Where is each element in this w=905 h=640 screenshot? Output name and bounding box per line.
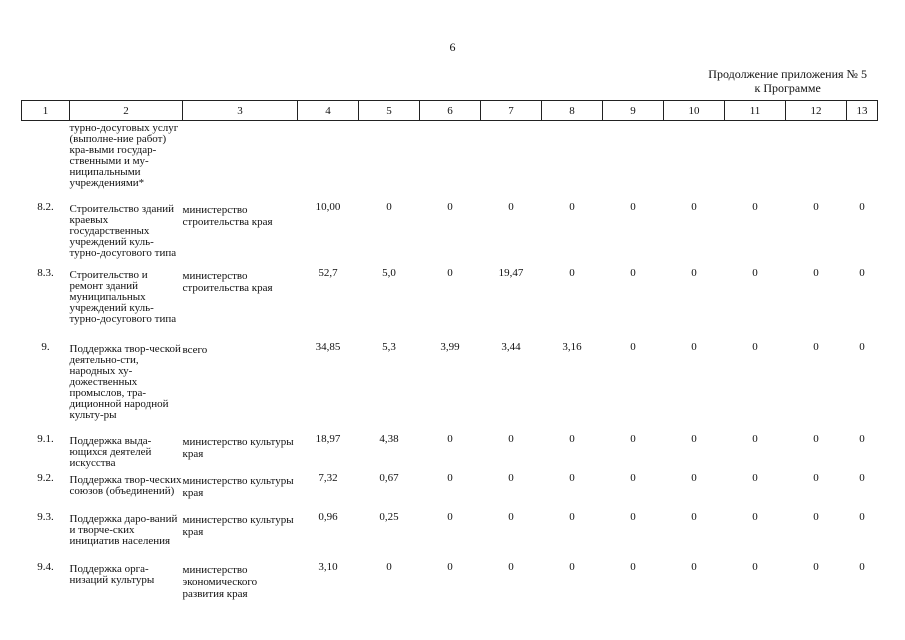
column-header: 13: [847, 101, 878, 121]
appendix-caption: [708, 67, 867, 95]
value-cell: 0: [813, 471, 819, 484]
table-header-row: [22, 101, 878, 121]
value-cell: 0: [569, 266, 575, 279]
value-cell: 0: [752, 510, 758, 523]
executor-cell: министерство культуры края: [182, 435, 294, 460]
activity-name-cell: Поддержка даро-ваний и творче-ских инициатив населения: [69, 512, 178, 547]
column-header: 4: [298, 101, 359, 121]
value-cell: 0: [630, 510, 636, 523]
appendix-line-1: Продолжение приложения № 5: [708, 67, 867, 81]
column-header: 2: [70, 101, 183, 121]
executor-cell: министерство культуры края: [182, 513, 294, 538]
value-cell: 0: [691, 200, 697, 213]
table-row: [22, 121, 878, 201]
column-header: 9: [603, 101, 664, 121]
activity-name-cell: Строительство зданий краевых государственных учреждений куль-турно-досугового типа: [69, 202, 177, 259]
value-cell: 0: [813, 560, 819, 573]
executor-cell: [183, 121, 298, 201]
value-cell: [786, 121, 847, 201]
value-cell: 0,96: [318, 510, 338, 523]
column-header: 3: [183, 101, 298, 121]
value-cell: [603, 121, 664, 201]
value-cell: 0: [630, 266, 636, 279]
table-row: [22, 511, 878, 561]
value-cell: 0: [752, 340, 758, 353]
value-cell: 0: [569, 471, 575, 484]
value-cell: 0: [569, 510, 575, 523]
value-cell: 0: [752, 560, 758, 573]
value-cell: 0: [813, 432, 819, 445]
value-cell: 0: [447, 560, 453, 573]
value-cell: 34,85: [315, 340, 341, 353]
value-cell: 0: [859, 340, 865, 353]
value-cell: 0: [630, 432, 636, 445]
row-number-cell: 9.1.: [37, 432, 54, 445]
value-cell: 0: [386, 200, 392, 213]
value-cell: 18,97: [315, 432, 341, 445]
value-cell: 52,7: [318, 266, 338, 279]
value-cell: 0: [508, 471, 514, 484]
value-cell: 0: [508, 200, 514, 213]
column-header: 5: [359, 101, 420, 121]
activity-name-cell: Поддержка твор-ческих союзов (объединений): [69, 473, 182, 497]
value-cell: 0: [813, 340, 819, 353]
value-cell: 0: [752, 266, 758, 279]
value-cell: 0: [859, 266, 865, 279]
value-cell: 3,10: [318, 560, 338, 573]
value-cell: 0: [630, 340, 636, 353]
value-cell: 0: [691, 510, 697, 523]
executor-cell: министерство культуры края: [182, 474, 294, 499]
value-cell: 0: [813, 200, 819, 213]
value-cell: 0: [813, 266, 819, 279]
appendix-line-2: к Программе: [754, 81, 821, 95]
value-cell: 0: [630, 200, 636, 213]
executor-cell: министерство экономического развития края: [182, 563, 258, 600]
value-cell: 0: [569, 432, 575, 445]
activity-name-cell: турно-досуговых услуг (выполне-ние работ) кра-выми государ-ственными и му-ниципальными учреждениями*: [69, 122, 179, 189]
column-header: 7: [481, 101, 542, 121]
row-number-cell: 9.2.: [37, 471, 54, 484]
column-header: 1: [22, 101, 70, 121]
executor-cell: всего: [182, 343, 208, 356]
value-cell: 0: [691, 471, 697, 484]
value-cell: 0: [447, 200, 453, 213]
value-cell: 0: [859, 471, 865, 484]
value-cell: [847, 121, 878, 201]
value-cell: 0: [569, 560, 575, 573]
table-row: [22, 267, 878, 341]
value-cell: 0: [859, 560, 865, 573]
value-cell: 0: [569, 200, 575, 213]
row-number-cell: 9.4.: [37, 560, 54, 573]
value-cell: 3,44: [501, 340, 521, 353]
program-table: [21, 100, 878, 601]
table-row: [22, 561, 878, 601]
table-row: [22, 201, 878, 267]
value-cell: 0: [386, 560, 392, 573]
activity-name-cell: Поддержка орга-низаций культуры: [69, 562, 155, 586]
table-row: [22, 341, 878, 433]
value-cell: 0: [859, 432, 865, 445]
page-number: 6: [449, 40, 456, 54]
value-cell: 0: [508, 560, 514, 573]
column-header: 11: [725, 101, 786, 121]
activity-name-cell: Поддержка твор-ческой деятельно-сти, народных ху-дожественных промыслов, тра-диционной народной культу-ры: [69, 342, 181, 421]
value-cell: 0: [859, 200, 865, 213]
value-cell: 0: [859, 510, 865, 523]
value-cell: 0: [691, 266, 697, 279]
value-cell: 7,32: [318, 471, 338, 484]
value-cell: 3,99: [440, 340, 460, 353]
value-cell: 0: [447, 510, 453, 523]
value-cell: 0: [752, 471, 758, 484]
value-cell: 0: [813, 510, 819, 523]
executor-cell: министерство строительства края: [182, 269, 273, 294]
table-body: [22, 121, 878, 601]
value-cell: [725, 121, 786, 201]
value-cell: 0: [752, 432, 758, 445]
value-cell: 3,16: [562, 340, 582, 353]
value-cell: 0: [447, 432, 453, 445]
value-cell: [420, 121, 481, 201]
row-number-cell: 9.: [41, 340, 50, 353]
value-cell: 0: [630, 560, 636, 573]
executor-cell: министерство строительства края: [182, 203, 273, 228]
activity-name-cell: Строительство и ремонт зданий муниципальных учреждений куль-турно-досугового типа: [69, 268, 177, 325]
table-row: [22, 433, 878, 472]
value-cell: [542, 121, 603, 201]
column-header: 10: [664, 101, 725, 121]
column-header: 6: [420, 101, 481, 121]
value-cell: 0: [447, 266, 453, 279]
value-cell: [664, 121, 725, 201]
row-number-cell: 9.3.: [37, 510, 54, 523]
value-cell: 0: [508, 432, 514, 445]
value-cell: 0: [508, 510, 514, 523]
row-number-cell: 8.2.: [37, 200, 54, 213]
table-row: [22, 472, 878, 511]
row-number-cell: [22, 121, 70, 201]
activity-name-cell: Поддержка выда-ющихся деятелей искусства: [69, 434, 152, 469]
value-cell: 0: [752, 200, 758, 213]
value-cell: [481, 121, 542, 201]
value-cell: 5,0: [382, 266, 396, 279]
value-cell: 10,00: [315, 200, 341, 213]
column-header: 12: [786, 101, 847, 121]
value-cell: [359, 121, 420, 201]
row-number-cell: 8.3.: [37, 266, 54, 279]
value-cell: 5,3: [382, 340, 396, 353]
column-header: 8: [542, 101, 603, 121]
value-cell: 0: [447, 471, 453, 484]
value-cell: 0,25: [379, 510, 399, 523]
value-cell: 19,47: [498, 266, 524, 279]
value-cell: 0: [691, 432, 697, 445]
value-cell: 4,38: [379, 432, 399, 445]
value-cell: 0,67: [379, 471, 399, 484]
value-cell: 0: [691, 340, 697, 353]
value-cell: [298, 121, 359, 201]
value-cell: 0: [630, 471, 636, 484]
value-cell: 0: [691, 560, 697, 573]
